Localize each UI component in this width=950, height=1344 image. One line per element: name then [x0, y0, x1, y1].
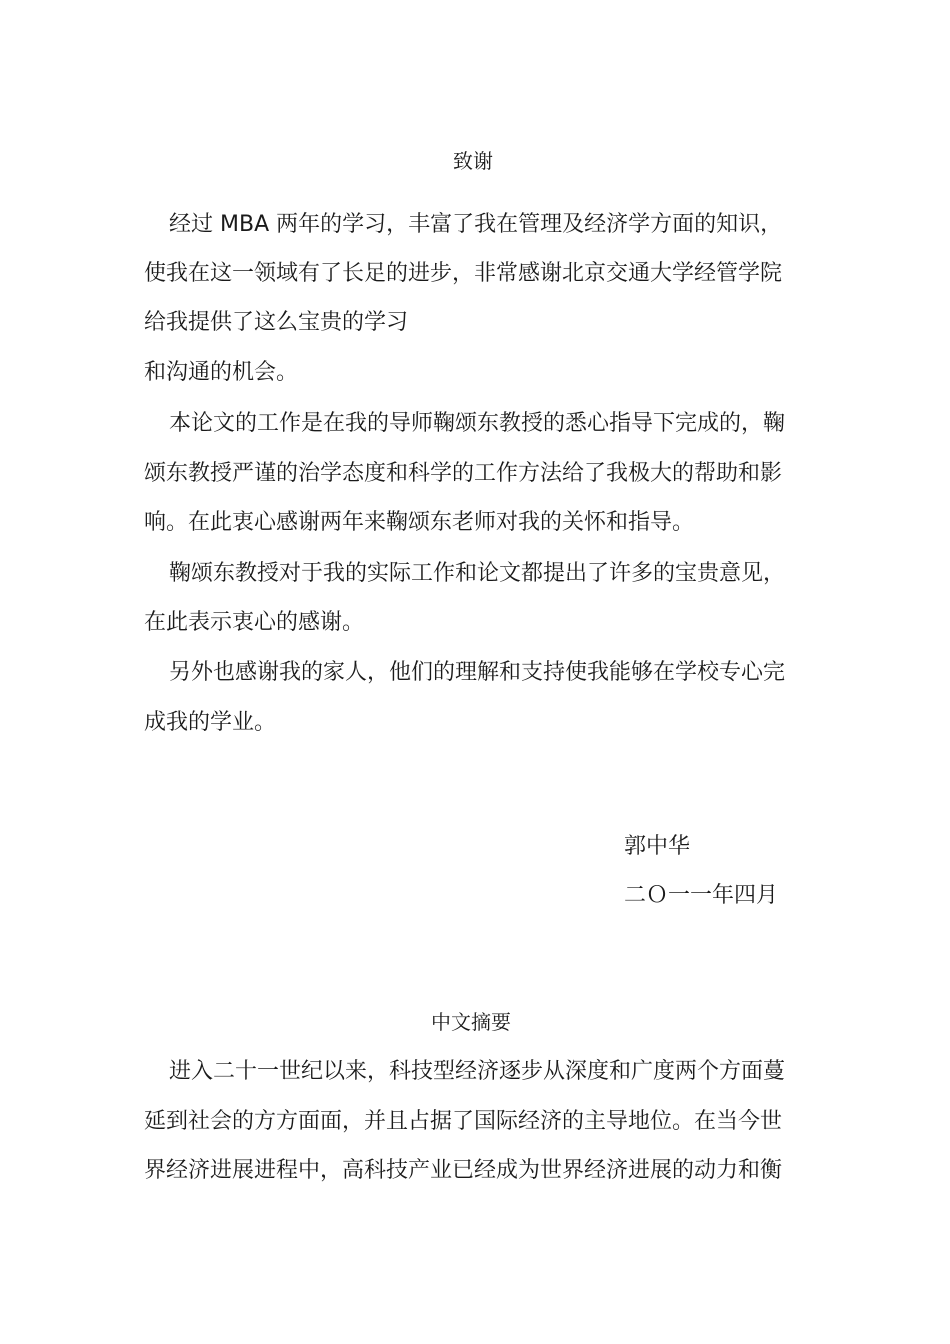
paragraph-line: 经过 MBA 两年的学习，丰富了我在管理及经济学方面的知识，: [169, 212, 783, 237]
paragraph-line: 进入二十一世纪以来，科技型经济逐步从深度和广度两个方面蔓: [169, 1059, 786, 1084]
paragraph-line: 颂东教授严谨的治学态度和科学的工作方法给了我极大的帮助和影: [144, 461, 783, 486]
signature-date: 二Ｏ一一年四月: [624, 883, 779, 908]
paragraph-line: 另外也感谢我的家人，他们的理解和支持使我能够在学校专心完: [169, 660, 786, 685]
paragraph-line: 使我在这一领域有了长足的进步，非常感谢北京交通大学经管学院: [144, 261, 783, 286]
paragraph-line: 本论文的工作是在我的导师鞠颂东教授的悉心指导下完成的，鞠: [169, 411, 786, 436]
paragraph-line: 响。在此衷心感谢两年来鞠颂东老师对我的关怀和指导。: [144, 510, 695, 535]
signature-name: 郭中华: [624, 834, 691, 859]
paragraph-line: 界经济进展进程中，高科技产业已经成为世界经济进展的动力和衡: [144, 1158, 783, 1183]
paragraph-line: 给我提供了这么宝贵的学习: [144, 310, 409, 335]
paragraph-line: 鞠颂东教授对于我的实际工作和论文都提出了许多的宝贵意见，: [169, 561, 786, 586]
paragraph-line: 和沟通的机会。: [144, 360, 299, 385]
acknowledgement-title: 致谢: [453, 149, 493, 173]
abstract-title: 中文摘要: [431, 1010, 511, 1034]
paragraph-line: 延到社会的方方面面，并且占据了国际经济的主导地位。在当今世: [144, 1109, 783, 1134]
paragraph-line: 在此表示衷心的感谢。: [144, 610, 365, 635]
paragraph-line: 成我的学业。: [144, 710, 277, 735]
